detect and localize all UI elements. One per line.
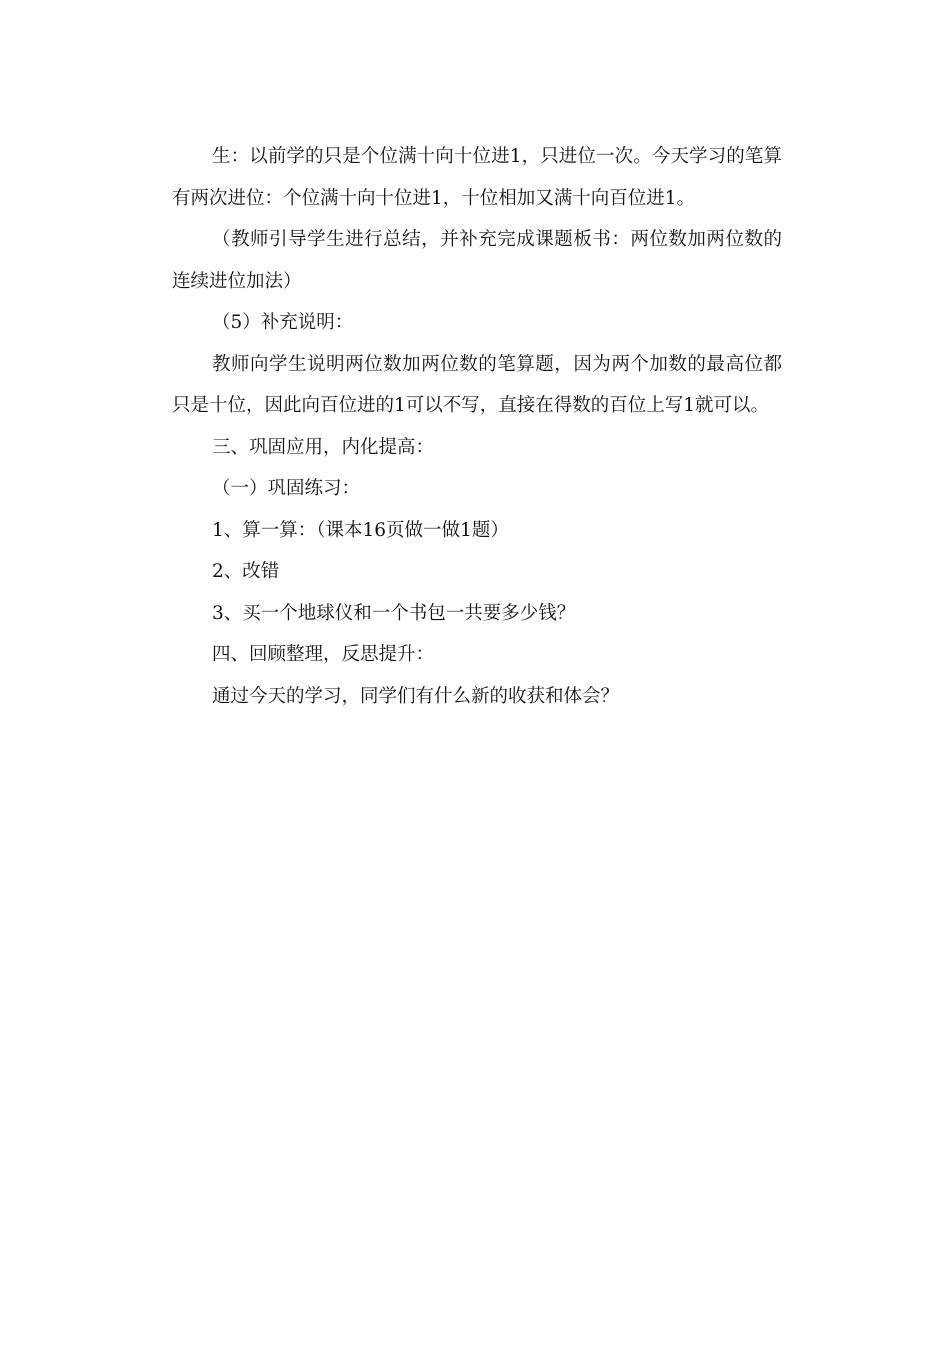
exercise-item-3: 3、买一个地球仪和一个书包一共要多少钱？: [212, 602, 576, 624]
section-heading-consolidate: 三、巩固应用，内化提高：: [212, 436, 435, 458]
subsection-heading-practice: （一）巩固练习：: [212, 478, 361, 499]
exercise-item-1: 1、算一算：（课本16页做一做1题）: [212, 519, 509, 541]
document-body: [172, 136, 782, 717]
paragraph-student-answer: 生：以前学的只是个位满十向十位进1，只进位一次。今天学习的笔算有两次进位：个位满十向十位进1，十位相加又满十向百位进1。: [172, 146, 782, 209]
paragraph-supplement-explanation: 教师向学生说明两位数加两位数的笔算题，因为两个加数的最高位都只是十位，因此向百位进的1可以不写，直接在得数的百位上写1就可以。: [172, 353, 782, 416]
exercise-item-2: 2、改错: [212, 561, 280, 582]
paragraph-teacher-summary: （教师引导学生进行总结，并补充完成课题板书：两位数加两位数的连续进位加法）: [172, 229, 782, 292]
paragraph-supplement-heading: （5）补充说明：: [212, 312, 354, 333]
paragraph-reflection-question: 通过今天的学习，同学们有什么新的收获和体会？: [212, 685, 620, 707]
section-heading-review: 四、回顾整理，反思提升：: [212, 644, 435, 665]
